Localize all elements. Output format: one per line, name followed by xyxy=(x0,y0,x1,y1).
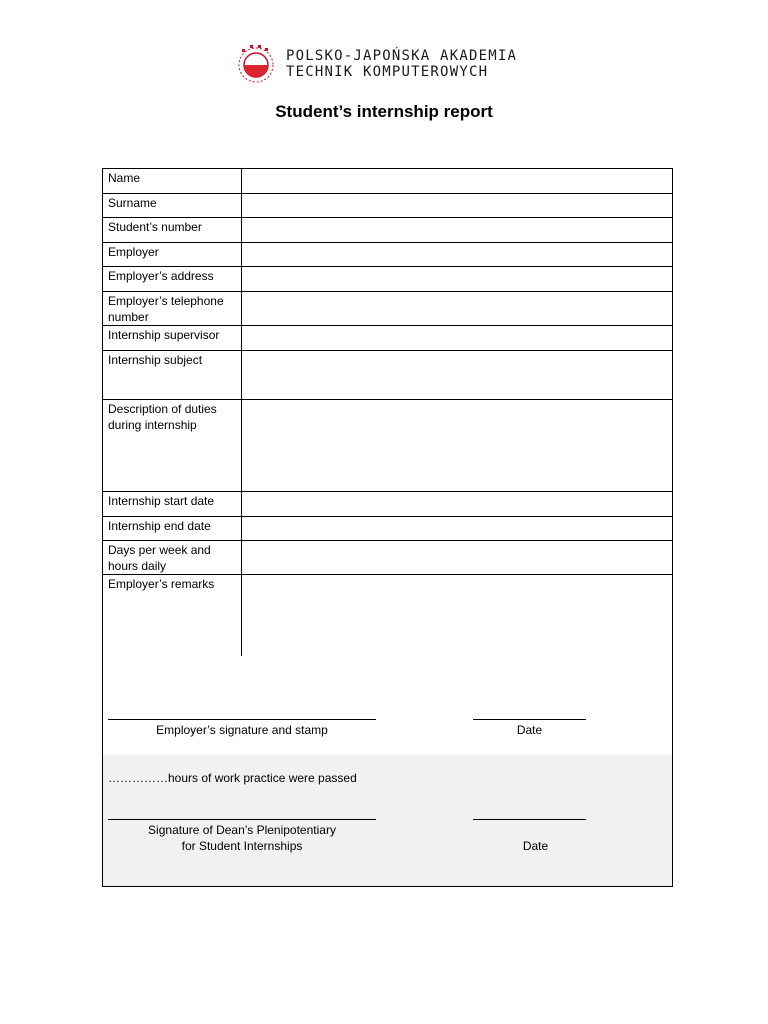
dean-signature-label-line1: Signature of Dean’s Plenipotentiary xyxy=(148,823,336,837)
form-label: Description of duties during internship xyxy=(103,400,242,492)
form-input-employer[interactable] xyxy=(242,243,673,267)
institution-name-line1: POLSKO-JAPOŃSKA AKADEMIA xyxy=(286,48,518,64)
form-input-student-number[interactable] xyxy=(242,218,673,243)
internship-form-table xyxy=(102,168,673,657)
employer-date-label: Date xyxy=(516,723,543,737)
form-row-days-per-week xyxy=(103,541,673,575)
dean-date-label: Date xyxy=(522,839,549,853)
form-row-description-of-duties xyxy=(103,400,673,492)
form-row-employer-telephone xyxy=(103,292,673,326)
employer-date-line[interactable] xyxy=(473,719,586,720)
form-input-description-of-duties[interactable] xyxy=(242,400,673,492)
form-label: Internship start date xyxy=(103,492,242,517)
form-label: Employer xyxy=(103,243,242,267)
form-row-surname xyxy=(103,194,673,218)
form-label: Employer’s telephone number xyxy=(103,292,242,326)
dean-signature-section xyxy=(102,755,673,887)
form-row-internship-subject xyxy=(103,351,673,400)
page-title: Student’s internship report xyxy=(275,102,493,121)
form-input-internship-subject[interactable] xyxy=(242,351,673,400)
institution-header xyxy=(232,40,562,86)
form-input-surname[interactable] xyxy=(242,194,673,218)
form-input-end-date[interactable] xyxy=(242,517,673,541)
form-row-name xyxy=(103,169,673,194)
form-input-employer-address[interactable] xyxy=(242,267,673,292)
dean-signature-line[interactable] xyxy=(108,819,376,820)
form-label: Employer’s address xyxy=(103,267,242,292)
form-input-days-per-week[interactable] xyxy=(242,541,673,575)
form-row-internship-supervisor xyxy=(103,326,673,351)
form-input-employer-telephone[interactable] xyxy=(242,292,673,326)
pjatk-logo-icon xyxy=(232,40,280,86)
form-row-employer xyxy=(103,243,673,267)
form-label: Surname xyxy=(103,194,242,218)
form-row-employer-address xyxy=(103,267,673,292)
form-label: Name xyxy=(103,169,242,194)
form-row-employer-remarks xyxy=(103,575,673,657)
dean-date-line[interactable] xyxy=(473,819,586,820)
form-input-start-date[interactable] xyxy=(242,492,673,517)
institution-name xyxy=(286,48,517,80)
form-row-end-date xyxy=(103,517,673,541)
form-input-employer-remarks[interactable] xyxy=(242,575,673,657)
form-input-internship-supervisor[interactable] xyxy=(242,326,673,351)
dean-signature-label-line2: for Student Internships xyxy=(181,839,303,853)
form-label: Student’s number xyxy=(103,218,242,243)
form-label: Internship end date xyxy=(103,517,242,541)
institution-name-line2: TECHNIK KOMPUTEROWYCH xyxy=(286,64,489,80)
form-input-name[interactable] xyxy=(242,169,673,194)
employer-signature-section xyxy=(102,656,673,756)
form-label: Internship subject xyxy=(103,351,242,400)
form-label: Days per week and hours daily xyxy=(103,541,242,575)
hours-passed-text: ……………hours of work practice were passed xyxy=(108,771,357,785)
form-label: Internship supervisor xyxy=(103,326,242,351)
employer-signature-label: Employer’s signature and stamp xyxy=(156,723,328,737)
employer-signature-line[interactable] xyxy=(108,719,376,720)
dean-signature-label xyxy=(108,822,376,854)
form-row-student-number xyxy=(103,218,673,243)
form-label: Employer’s remarks xyxy=(103,575,242,657)
form-row-start-date xyxy=(103,492,673,517)
